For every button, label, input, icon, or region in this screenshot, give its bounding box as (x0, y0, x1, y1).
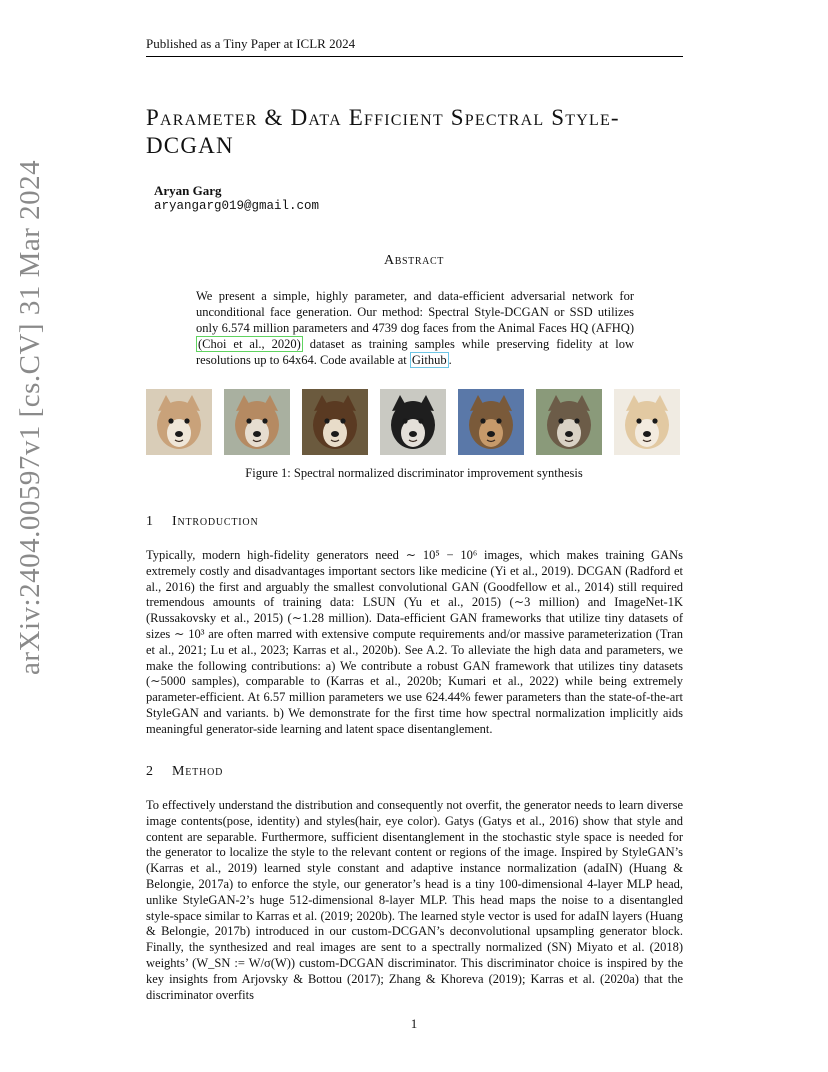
section-2-heading (146, 764, 223, 780)
author-email: aryangarg019@gmail.com (154, 199, 320, 213)
section-2-number: 2 (146, 764, 154, 779)
dog-sample-6 (536, 389, 602, 455)
section-1-body: Typically, modern high-fidelity generators need ∼ 10⁵ − 10⁶ images, which makes training GANs extremely costly and disadvantages important sectors like medicine (Yi et al., 2019). DCGAN (Radford et al., 2016) the first and arguably the smallest convolutional GAN (Goodfellow et al., 2014) still required tremendous amounts of training data: LSUN (Yu et al., 2015) (∼3 million) and ImageNet-1K (Russakovsky et al., 2015) (∼1.28 million). Data-efficient GAN frameworks that utilize tiny datasets of sizes ∼ 10³ are often marred with extensive compute requirements and/or massive parameterization (Tran et al., 2021; Lu et al., 2023; Karras et al., 2020b). See A.2. To alleviate the high data and parameters, we make the following contributions: a) We contribute a robust GAN framework that utilizes tiny datasets (∼5000 samples), comparable to (Karras et al., 2020b; Kumari et al., 2022) while being extremely parameter-efficient. At 6.57 million parameters we use 624.44% fewer parameters than the state-of-the-art StyleGAN and variants. b) We demonstrate for the first time how spectral normalization implicitly aids meaningful generator-side learning and latent space disentanglement. (146, 548, 683, 736)
abstract-text-3: . (448, 353, 452, 367)
page-number: 1 (410, 1016, 418, 1031)
running-header: Published as a Tiny Paper at ICLR 2024 (146, 36, 683, 57)
abstract-text-2: dataset as training samples while preserving fidelity at low resolutions up to 64x64. Code available at (196, 337, 634, 367)
dog-sample-5 (458, 389, 524, 455)
dog-sample-4 (380, 389, 446, 455)
paper-title: Parameter & Data Efficient Spectral Style-DCGAN (146, 105, 620, 158)
github-link[interactable]: Github (411, 353, 447, 367)
section-1-title: Introduction (172, 514, 259, 529)
dog-sample-7 (614, 389, 680, 455)
abstract-heading: Abstract (384, 253, 444, 268)
dog-sample-3 (302, 389, 368, 455)
section-2-title: Method (172, 764, 224, 779)
arxiv-watermark: arXiv:2404.00597v1 [cs.CV] 31 Mar 2024 (14, 159, 46, 675)
dog-sample-1 (146, 389, 212, 455)
section-1-heading (146, 514, 258, 530)
section-2-body: To effectively understand the distribution and consequently not overfit, the generator needs to learn diverse image contents(pose, identity) and styles(hair, eye color). Gatys (Gatys et al., 2016) show that style and content are separable. Furthermore, sufficient disentanglement in the stochastic style space is needed for the generator to localize the style to the relevant content or regions of the image. Inspired by StyleGAN’s (Karras et al., 2019) learned style constant and adaptive instance normalization (adaIN) (Huang & Belongie, 2017a) to enforce the style, our generator’s head is a tiny 100-dimensional 4-layer MLP head, unlike StyleGAN-2’s huge 512-dimensional 8-layer MLP. This head maps the noise to a disentangled style-space similar to Karras et al. (2019; 2020b). The learned style vector is used for adaIN layers (Huang & Belongie, 2017b) introduced in our custom-DCGAN’s deconvolutional upsampling generator block. Finally, the synthesized and real images are sent to a spectrally normalized (SN) Miyato et al. (2018) weights’ (W_SN := W/σ(W)) custom-DCGAN discriminator. This discriminator choice is inspired by the key insights from Arjovsky & Bottou (2017); Zhang & Khoreva (2019); Karras et al. (2020a) that the discriminator overfits (146, 798, 683, 1002)
author-name: Aryan Garg (154, 183, 222, 198)
dog-sample-2 (224, 389, 290, 455)
figure-image-row (146, 389, 682, 455)
figure-caption: Figure 1: Spectral normalized discriminator improvement synthesis (245, 466, 583, 480)
abstract-text-1: We present a simple, highly parameter, and data-efficient adversarial network for unconditional face generation. Our method: Spectral Style-DCGAN or SSD utilizes only 6.574 million parameters and 4739 dog faces from the Animal Faces HQ (AFHQ) (196, 289, 634, 335)
abstract-body (196, 288, 634, 368)
citation-choi-2020[interactable]: (Choi et al., 2020) (198, 337, 301, 351)
section-1-number: 1 (146, 514, 154, 529)
